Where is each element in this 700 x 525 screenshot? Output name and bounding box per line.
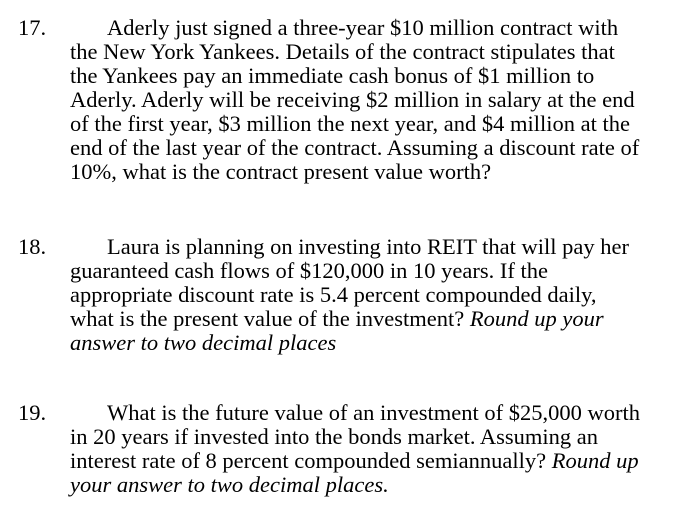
problem-text-line: the Yankees pay an immediate cash bonus of $1 million to [70, 63, 595, 88]
problem-text-line: 10%, what is the contract present value worth? [70, 159, 492, 184]
problem-number: 18. [18, 234, 47, 259]
problem-text-line: of the first year, $3 million the next year, and $4 million at the [70, 111, 630, 136]
problem-text-line: appropriate discount rate is 5.4 percent compounded daily, [70, 282, 597, 307]
problem-number: 17. [18, 15, 47, 40]
problem-text-line: Aderly. Aderly will be receiving $2 million in salary at the end [70, 87, 635, 112]
problem-text-line: What is the future value of an investment of $25,000 worth [107, 400, 640, 425]
problem-text-line: the New York Yankees. Details of the contract stipulates that [70, 39, 615, 64]
problem-number: 19. [18, 400, 47, 425]
problem-text-line: end of the last year of the contract. Assuming a discount rate of [70, 135, 640, 160]
rounding-instruction-line: answer to two decimal places [70, 330, 337, 355]
problem-text-line [70, 307, 604, 331]
rounding-instruction: Round up your [469, 306, 604, 331]
problem-text-line: Aderly just signed a three-year $10 million contract with [107, 15, 619, 40]
rounding-instruction-line: your answer to two decimal places. [70, 472, 389, 497]
problem-text: interest rate of 8 percent compounded semiannually? [70, 448, 547, 473]
problem-text-line: guaranteed cash flows of $120,000 in 10 years. If the [70, 258, 548, 283]
problem-text-line [70, 449, 639, 473]
problem-text-line: in 20 years if invested into the bonds market. Assuming an [70, 424, 599, 449]
problem-text: what is the present value of the investment? [70, 306, 465, 331]
rounding-instruction: Round up [551, 448, 639, 473]
problem-text-line: Laura is planning on investing into REIT that will pay her [107, 234, 629, 259]
